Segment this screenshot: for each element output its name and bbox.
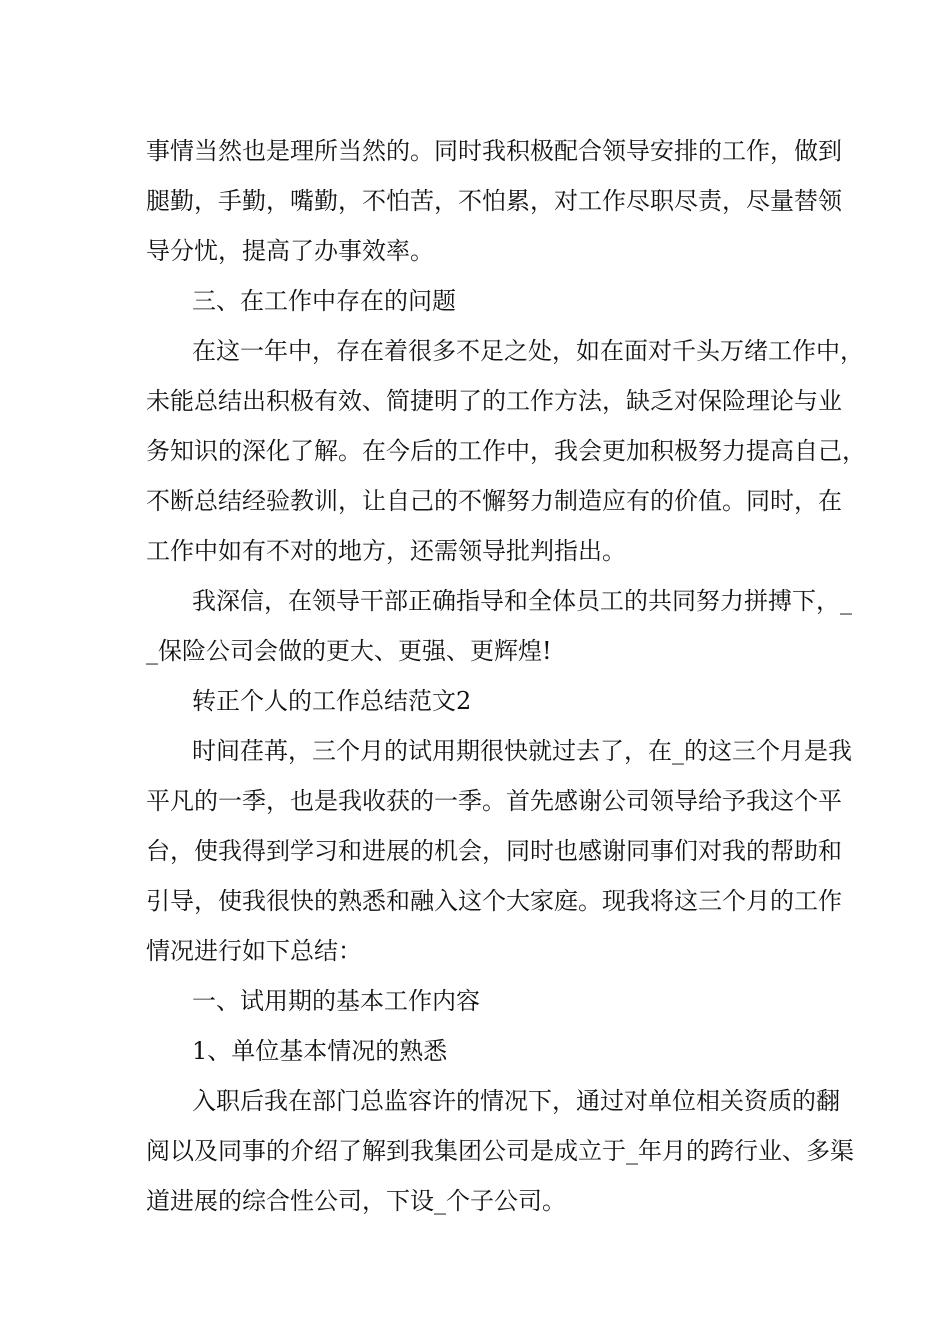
text-line: 平凡的一季，也是我收获的一季。首先感谢公司领导给予我这个平 <box>146 787 842 815</box>
document-body <box>146 126 866 1226</box>
text-line: 引导，使我很快的熟悉和融入这个大家庭。现我将这三个月的工作 <box>146 887 842 915</box>
text-line: 阅以及同事的介绍了解到我集团公司是成立于_年月的跨行业、多渠 <box>146 1137 854 1165</box>
text-line: 道进展的综合性公司，下设_个子公司。 <box>146 1187 566 1215</box>
section-heading: 一、试用期的基本工作内容 <box>192 987 480 1015</box>
text-line: 未能总结出积极有效、简捷明了的工作方法，缺乏对保险理论与业 <box>146 387 842 415</box>
section-heading: 三、在工作中存在的问题 <box>192 287 456 315</box>
text-line: 不断总结经验教训，让自己的不懈努力制造应有的价值。同时，在 <box>146 487 842 515</box>
text-line: 在这一年中，存在着很多不足之处，如在面对千头万绪工作中， <box>192 337 864 365</box>
text-line: 时间荏苒，三个月的试用期很快就过去了，在_的这三个月是我 <box>192 737 852 765</box>
section-heading: 转正个人的工作总结范文2 <box>192 687 472 715</box>
text-line: 情况进行如下总结： <box>146 937 362 965</box>
text-line: 入职后我在部门总监容许的情况下，通过对单位相关资质的翻 <box>192 1087 840 1115</box>
text-line: 我深信，在领导干部正确指导和全体员工的共同努力拼搏下，_ <box>192 587 852 615</box>
text-line: 腿勤，手勤，嘴勤，不怕苦，不怕累，对工作尽职尽责，尽量替领 <box>146 187 842 215</box>
text-line: 事情当然也是理所当然的。同时我积极配合领导安排的工作，做到 <box>146 137 842 165</box>
text-line: 工作中如有不对的地方，还需领导批判指出。 <box>146 537 626 565</box>
text-line: 务知识的深化了解。在今后的工作中，我会更加积极努力提高自己， <box>146 437 866 465</box>
text-line: 导分忧，提高了办事效率。 <box>146 237 434 265</box>
subsection-heading: 1、单位基本情况的熟悉 <box>192 1037 448 1065</box>
text-line: 台，使我得到学习和进展的机会，同时也感谢同事们对我的帮助和 <box>146 837 842 865</box>
text-line: _保险公司会做的更大、更强、更辉煌! <box>146 637 552 665</box>
